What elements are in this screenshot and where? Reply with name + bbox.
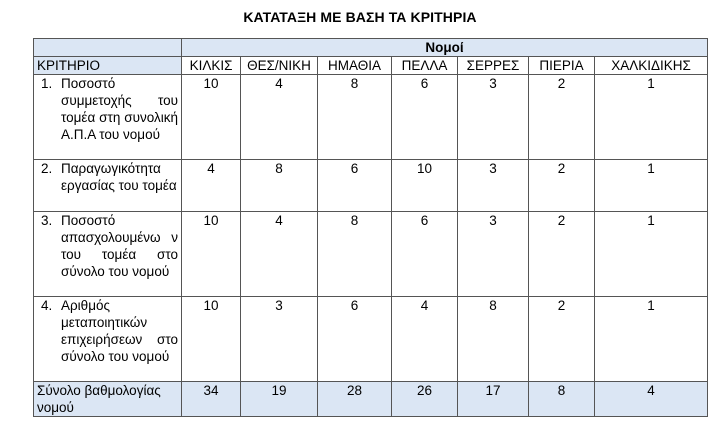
criterion-label: Παραγωγικότητα εργασίας του τομέα — [61, 161, 177, 193]
criterion-cell — [34, 297, 182, 382]
score-cell: 3 — [241, 297, 318, 382]
score-cell: 4 — [182, 160, 241, 212]
column-header-row — [34, 57, 708, 75]
total-cell: 17 — [458, 382, 529, 417]
score-cell: 1 — [595, 212, 708, 297]
score-cell: 10 — [182, 212, 241, 297]
score-cell: 6 — [392, 212, 458, 297]
total-cell: 34 — [182, 382, 241, 417]
score-cell: 10 — [392, 160, 458, 212]
score-cell: 8 — [458, 297, 529, 382]
score-cell: 4 — [241, 75, 318, 160]
table-row — [34, 75, 708, 160]
total-cell: 19 — [241, 382, 318, 417]
score-cell: 1 — [595, 297, 708, 382]
table-row — [34, 297, 708, 382]
criterion-cell — [34, 212, 182, 297]
score-cell: 2 — [529, 160, 595, 212]
criterion-number: 4. — [41, 298, 53, 313]
score-cell: 3 — [458, 212, 529, 297]
score-cell: 2 — [529, 75, 595, 160]
criterion-cell — [34, 75, 182, 160]
total-label: Σύνολο βαθμολογίας νομού — [34, 382, 182, 417]
score-cell: 8 — [318, 75, 392, 160]
criterion-number: 3. — [41, 213, 53, 228]
score-cell: 8 — [241, 160, 318, 212]
column-header: ΚΙΛΚΙΣ — [182, 57, 241, 75]
score-cell: 3 — [458, 75, 529, 160]
score-cell: 10 — [182, 75, 241, 160]
score-cell: 8 — [318, 212, 392, 297]
prefectures-header: Νομοί — [182, 39, 708, 57]
ranking-table — [33, 38, 708, 417]
total-cell: 8 — [529, 382, 595, 417]
column-header: ΣΕΡΡΕΣ — [458, 57, 529, 75]
total-row — [34, 382, 708, 417]
criterion-label: Ποσοστό απασχολουμένω ν του τομέα στο σύνολο του νομού — [61, 213, 178, 279]
criterion-label: Αριθμός μεταποιητικών επιχειρήσεων στο σύνολο του νομού — [61, 298, 178, 364]
criterion-number: 2. — [41, 161, 53, 176]
score-cell: 2 — [529, 212, 595, 297]
column-header: ΠΕΛΛΑ — [392, 57, 458, 75]
criterion-cell — [34, 160, 182, 212]
criterion-header: ΚΡΙΤΗΡΙΟ — [34, 57, 182, 75]
score-cell: 3 — [458, 160, 529, 212]
score-cell: 4 — [392, 297, 458, 382]
score-cell: 2 — [529, 297, 595, 382]
column-header: ΘΕΣ/ΝΙΚΗ — [241, 57, 318, 75]
score-cell: 1 — [595, 160, 708, 212]
column-header: ΠΙΕΡΙΑ — [529, 57, 595, 75]
table-row — [34, 212, 708, 297]
column-header: ΧΑΛΚΙΔΙΚΗΣ — [595, 57, 708, 75]
score-cell: 1 — [595, 75, 708, 160]
group-header-row — [34, 39, 708, 57]
score-cell: 4 — [241, 212, 318, 297]
empty-header-cell — [34, 39, 182, 57]
column-header: ΗΜΑΘΙΑ — [318, 57, 392, 75]
document-title: ΚΑΤΑΤΑΞΗ ΜΕ ΒΑΣΗ ΤΑ ΚΡΙΤΗΡΙΑ — [243, 9, 477, 25]
table-row — [34, 160, 708, 212]
total-cell: 26 — [392, 382, 458, 417]
score-cell: 6 — [318, 160, 392, 212]
criterion-label: Ποσοστό συμμετοχής του τομέα στη συνολική Α.Π.Α του νομού — [61, 76, 178, 142]
criterion-number: 1. — [41, 76, 53, 91]
score-cell: 6 — [318, 297, 392, 382]
score-cell: 6 — [392, 75, 458, 160]
score-cell: 10 — [182, 297, 241, 382]
total-cell: 28 — [318, 382, 392, 417]
total-cell: 4 — [595, 382, 708, 417]
